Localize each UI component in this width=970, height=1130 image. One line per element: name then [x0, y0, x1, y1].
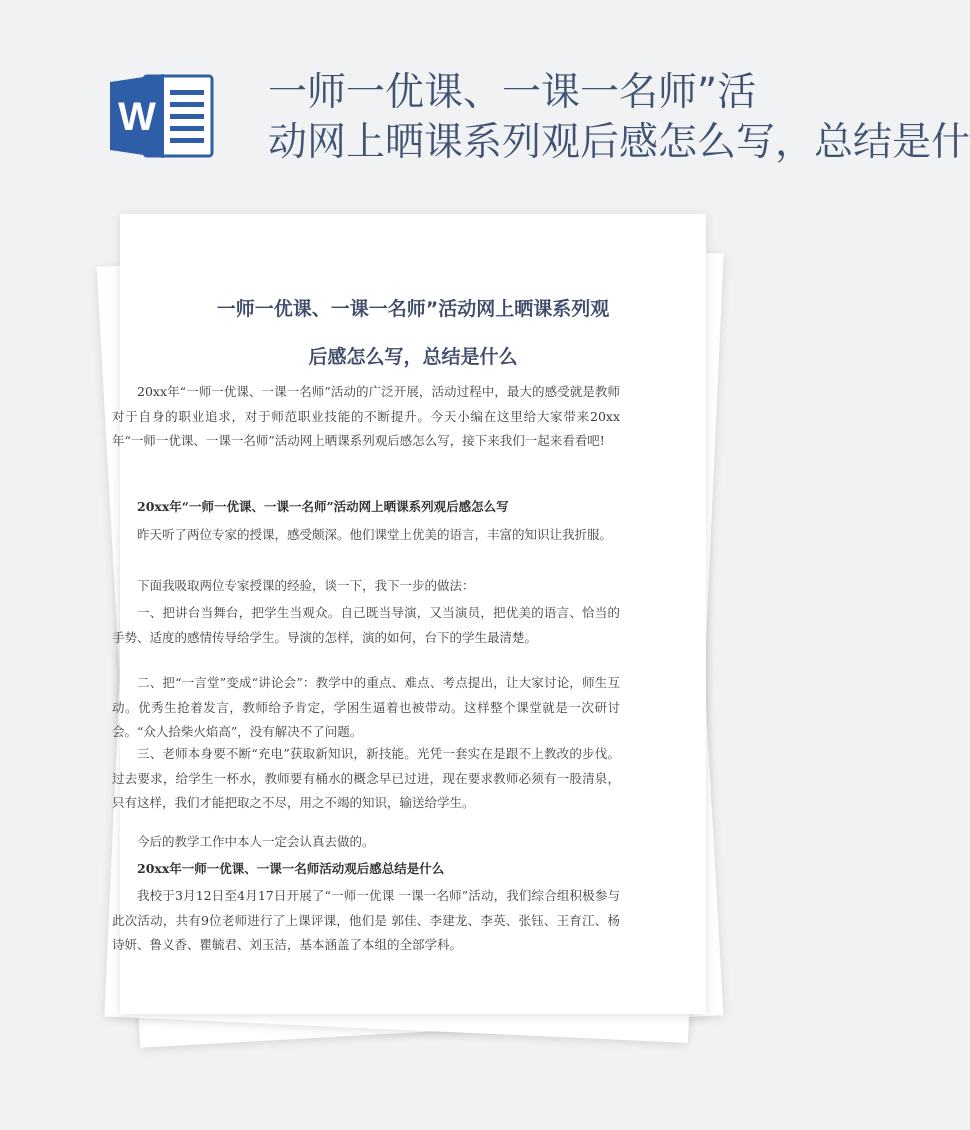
section-heading: 20xx年“一师一优课、一课一名师”活动网上晒课系列观后感怎么写	[137, 499, 509, 514]
section-heading: 20xx年一师一优课、一课一名师活动观后感总结是什么	[137, 861, 445, 876]
intro-paragraph: 20xx年“一师一优课、一课一名师”活动的广泛开展，活动过程中，最大的感受就是教师对于自身的职业追求，对于师范职业技能的不断提升。今天小编在这里给大家带来20xx年“一师一优课、一课一名师”活动网上晒课系列观后感怎么写，接下来我们一起来看看吧!	[112, 384, 620, 448]
page-header-title	[268, 68, 970, 168]
body-paragraph: 三、老师本身要不断“充电”获取新知识，新技能。光凭一套实在是跟不上教改的步伐。过去要求，给学生一杯水，教师要有桶水的概念早已过进，现在要求教师必须有一股清泉，只有这样，我们才能把取之不尽，用之不竭的知识，输送给学生。	[112, 746, 620, 810]
word-icon-letter: W	[118, 95, 156, 139]
body-paragraph: 我校于3月12日至4月17日开展了“一师一优课 一课一名师”活动，我们综合组积极参与此次活动，共有9位老师进行了上课评课，他们是 郭佳、李建龙、李英、张钰、王育江、杨诗妍、鲁义香、瞿毓君、刘玉洁，基本涵盖了本组的全部学科。	[112, 888, 620, 952]
header-title-line-2: 动网上晒课系列观后感怎么写，总结是什	[268, 120, 970, 165]
word-document-icon	[110, 72, 216, 160]
body-paragraph: 下面我吸取两位专家授课的经验，谈一下，我下一步的做法：	[137, 578, 475, 593]
document-title-line-2: 后感怎么写，总结是什么	[308, 346, 518, 368]
body-paragraph: 二、把“一言堂”变成“讲论会”：教学中的重点、难点、考点提出，让大家讨论，师生互动。优秀生抢着发言，教师给予肯定，学困生逼着也被带动。这样整个课堂就是一次研讨会。“众人拾柴火焰高”，没有解决不了问题。	[112, 675, 620, 739]
body-paragraph: 今后的教学工作中本人一定会认真去做的。	[137, 834, 375, 849]
document-title-line-1: 一师一优课、一课一名师”活动网上晒课系列观	[216, 298, 610, 320]
header-title-line-1: 一师一优课、一课一名师”活	[268, 70, 757, 115]
body-paragraph: 昨天听了两位专家的授课，感受颇深。他们课堂上优美的语言，丰富的知识让我折服。	[137, 527, 613, 542]
body-paragraph: 一、把讲台当舞台，把学生当观众。自己既当导演，又当演员，把优美的语言、恰当的手势、适度的感情传导给学生。导演的怎样，演的如何，台下的学生最清楚。	[112, 605, 620, 645]
